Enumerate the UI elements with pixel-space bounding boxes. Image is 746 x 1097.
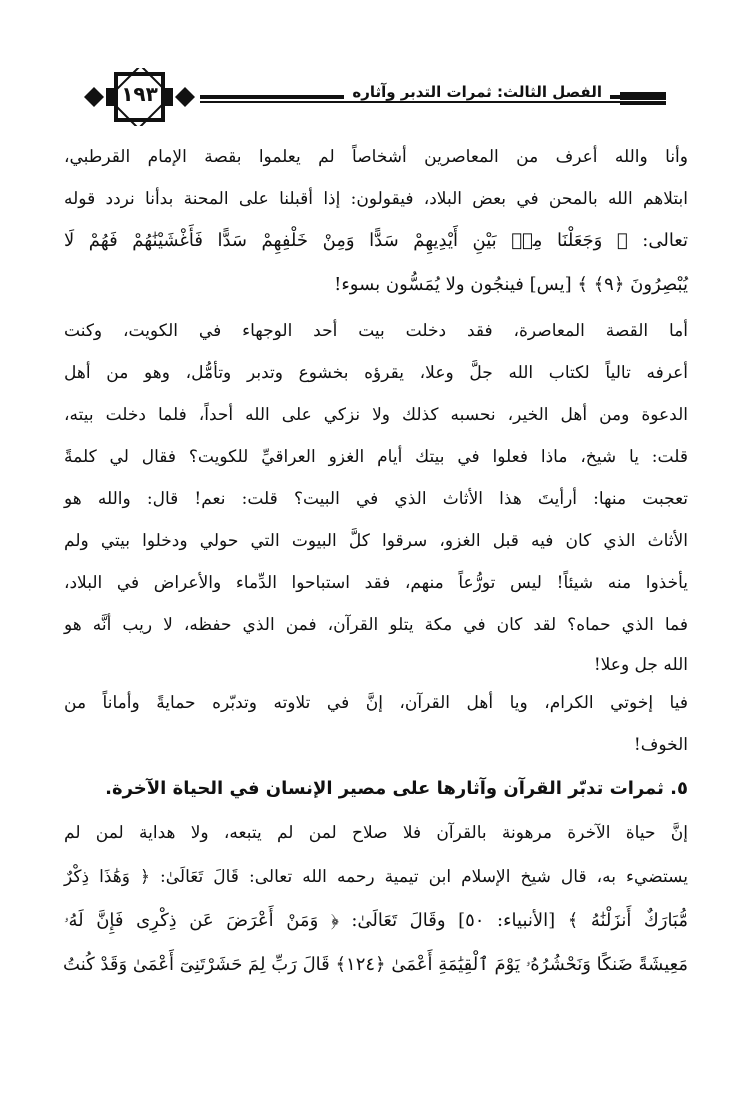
text-line: الأثاث الذي كان فيه قبل الغزو، سرقوا كلَّ البيوت التي حولي ودخلوا بيتي ولم (64, 531, 688, 551)
text-line: الخوف! (633, 735, 688, 755)
text-line: فيا إخوتي الكرام، ويا أهل القرآن، إنَّ في تلاوته وتدبّره حمايةً وأماناً من (64, 693, 688, 713)
text-line: فما الذي حماه؟ لقد كان في مكة يتلو القرآن، فمن الذي حفظه، لا ريب أنَّه هو (64, 615, 688, 635)
text-line: تعجبت منها: أرأيتَ هذا الأثاث الذي في البيت؟ قلت: نعم! قال: والله هو (64, 489, 688, 509)
text-line: أعرفه تالياً لكتاب الله جلَّ وعلا، يقرؤه بخشوع وتدبر وتأمُّل، وهو من أهل (64, 363, 688, 383)
header-rule-thin (200, 101, 666, 103)
text-line: يُبْصِرُونَ ﴿٩﴾ ﴾ [يس] فينجُون ولا يُمَسُّون بسوء! (334, 274, 688, 295)
section-heading: ٥. ثمرات تدبّر القرآن وآثارها على مصير الإنسان في الحياة الآخرة. (105, 778, 688, 799)
text-line: قلت: يا شيخ، ماذا فعلوا في بيتك أيام الغزو العراقيِّ للكويت؟ فقال لي كلمةً (64, 447, 688, 467)
text-line: يستضيء به، قال شيخ الإسلام ابن تيمية رحمه الله تعالى: قَالَ تَعَالَىٰ: ﴿ وَهَٰذَا ذِكْرٌ (64, 867, 688, 887)
page-header (82, 68, 666, 126)
text-line: مُّبَارَكٌ أَنزَلْنَٰهُ ﴾ [الأنبياء: ٥٠] وقَالَ تَعَالَىٰ: ﴿ وَمَنْ أَعْرَضَ عَن ذِكْرِى فَإِنَّ لَهُۥ (64, 910, 688, 931)
text-line: ابتلاهم الله بالمحن في بعض البلاد، فيقولون: إذا أقبلنا على المحنة بدأنا نردد قوله (64, 189, 688, 209)
text-line: يأخذوا منه شيئاً! ليس تورُّعاً منهم، فقد استباحوا الدِّماء والأعراض في البلاد، (64, 573, 688, 593)
text-line: الدعوة ومن أهل الخير، نحسبه كذلك ولا نزكي على الله أحداً، فلما دخلت بيته، (64, 405, 688, 425)
chapter-title: الفصل الثالث: ثمرات التدبر وآثاره (344, 83, 610, 101)
text-line: وأنا والله أعرف من المعاصرين أشخاصاً لم يعلموا بقصة الإمام القرطبي، (64, 147, 688, 167)
text-line: أما القصة المعاصرة، فقد دخلت بيت أحد الوجهاء في الكويت، وكنت (64, 321, 688, 341)
text-line: إنَّ حياة الآخرة مرهونة بالقرآن فلا صلاح لمن لم يتبعه، ولا هداية لمن لم (64, 823, 688, 843)
header-bars-ornament (620, 92, 666, 106)
text-line: مَعِيشَةً ضَنكًا وَنَحْشُرُهُۥ يَوْمَ ٱلْقِيَٰمَةِ أَعْمَىٰ ﴿١٢٤﴾ قَالَ رَبِّ لِمَ حَشَرْتَنِىٓ أَعْمَىٰ وَقَدْ كُنتُ (63, 954, 688, 975)
text-line: تعالى: ﴿ وَجَعَلْنَا مِنۢ بَيْنِ أَيْدِيهِمْ سَدًّا وَمِنْ خَلْفِهِمْ سَدًّا فَأَغْشَيْنَٰهُمْ فَهُمْ لَا (64, 230, 688, 251)
text-line: الله جل وعلا! (593, 655, 688, 675)
page-number: ١٩٣ (121, 82, 158, 106)
